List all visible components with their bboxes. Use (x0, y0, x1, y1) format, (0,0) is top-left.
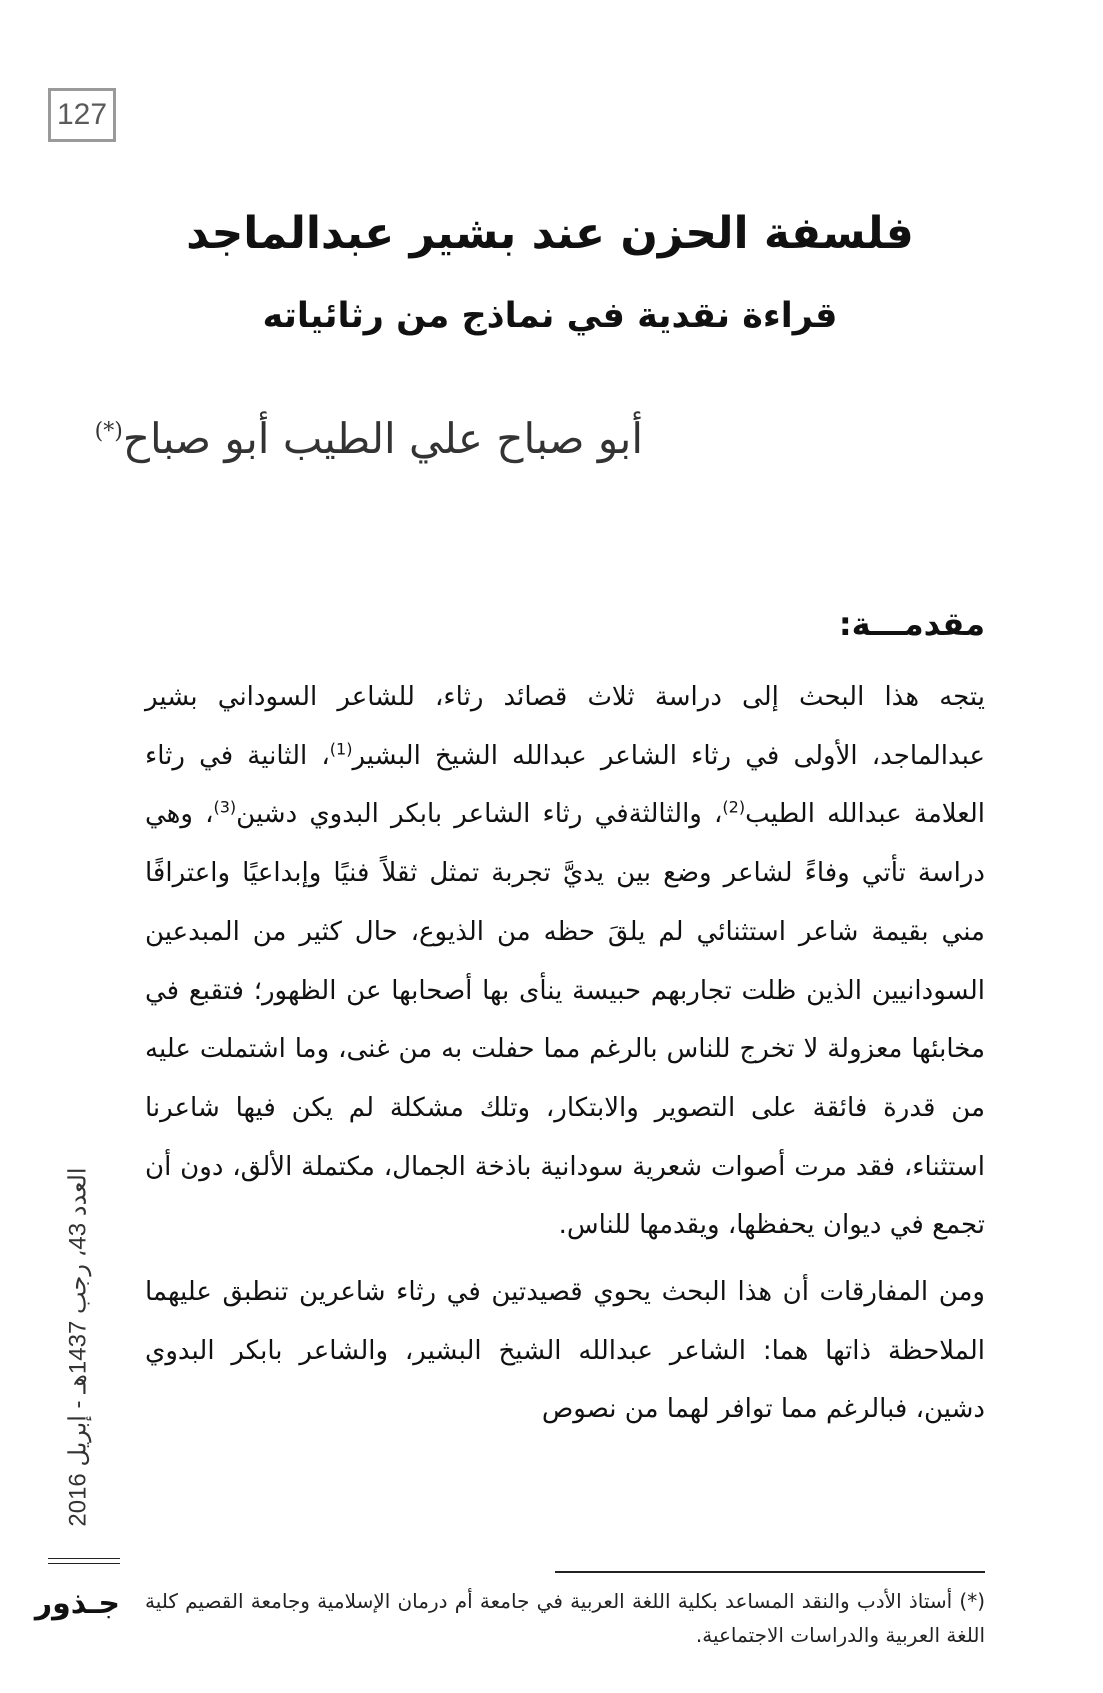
author-line (95, 414, 643, 463)
article-title: فلسفة الحزن عند بشير عبدالماجد (186, 208, 914, 259)
paragraph-2: ومن المفارقات أن هذا البحث يحوي قصيدتين في رثاء شاعرين تنطبق عليهما الملاحظة ذاتها هما: الشاعر عبدالله الشيخ البشير، والشاعر بابكر البدوي دشين، فبالرغم مما توافر لهما من نصوص (145, 1277, 985, 1425)
issue-info-text: العدد 43، رجب 1437هـ - إبريل 2016 (64, 1167, 92, 1527)
footnote-ref-1[interactable]: (1) (329, 739, 353, 759)
footnote-text: أستاذ الأدب والنقد المساعد بكلية اللغة العربية في جامعة أم درمان الإسلامية وجامعة القصيم كلية اللغة العربية والدراسات الاجتماعية. (145, 1589, 985, 1647)
paragraph-1-part-4: ، وهي دراسة تأتي وفاءً لشاعر وضع بين يديَّ تجربة تمثل ثقلاً فنيًا وإبداعيًا واعترافًا مني بقيمة شاعر استثنائي لم يلقَ حظه من الذيوع، حال كثير من المبدعين السودانيين الذين ظلت تجاربهم حبيسة ينأى بها أصحابها عن الظهور؛ فتقبع في مخابئها معزولة لا تخرج للناس بالرغم مما حفلت به من غنى، وما اشتملت عليه من قدرة فائقة على التصوير والابتكار، وتلك مشكلة لم يكن فيها شاعرنا استثناء، فقد مرت أصوات شعرية سودانية باذخة الجمال، مكتملة الألق، دون أن تجمع في ديوان يحفظها، ويقدمها للناس. (145, 799, 985, 1241)
footnote-divider (555, 1571, 985, 1573)
side-divider (48, 1558, 120, 1564)
journal-logo: جـذور (34, 1586, 120, 1621)
paragraph-1-part-2: ، الثانية في رثاء العلامة عبدالله الطيب (145, 740, 985, 830)
article-body (145, 668, 985, 1439)
section-heading: مقدمـــة: (838, 605, 985, 643)
paragraph-1 (145, 668, 985, 1255)
footnote-ref-3[interactable]: (3) (213, 797, 237, 817)
author-name: أبو صباح علي الطيب أبو صباح (122, 414, 643, 463)
issue-info (58, 1145, 98, 1550)
author-footnote-marker[interactable]: (*) (94, 419, 123, 444)
article-subtitle: قراءة نقدية في نماذج من رثائياته (262, 296, 838, 336)
page-number: 127 (48, 88, 116, 142)
paragraph-1-part-1: يتجه هذا البحث إلى دراسة ثلاث قصائد رثاء، للشاعر السوداني بشير عبدالماجد، الأولى في رثاء الشاعر عبدالله الشيخ البشير (145, 682, 985, 771)
paragraph-1-part-3: ، والثالثةفي رثاء الشاعر بابكر البدوي دشين (236, 799, 723, 830)
footnote-ref-2[interactable]: (2) (722, 797, 746, 817)
footnote-marker: (*) (959, 1589, 986, 1613)
footnote (145, 1584, 985, 1652)
